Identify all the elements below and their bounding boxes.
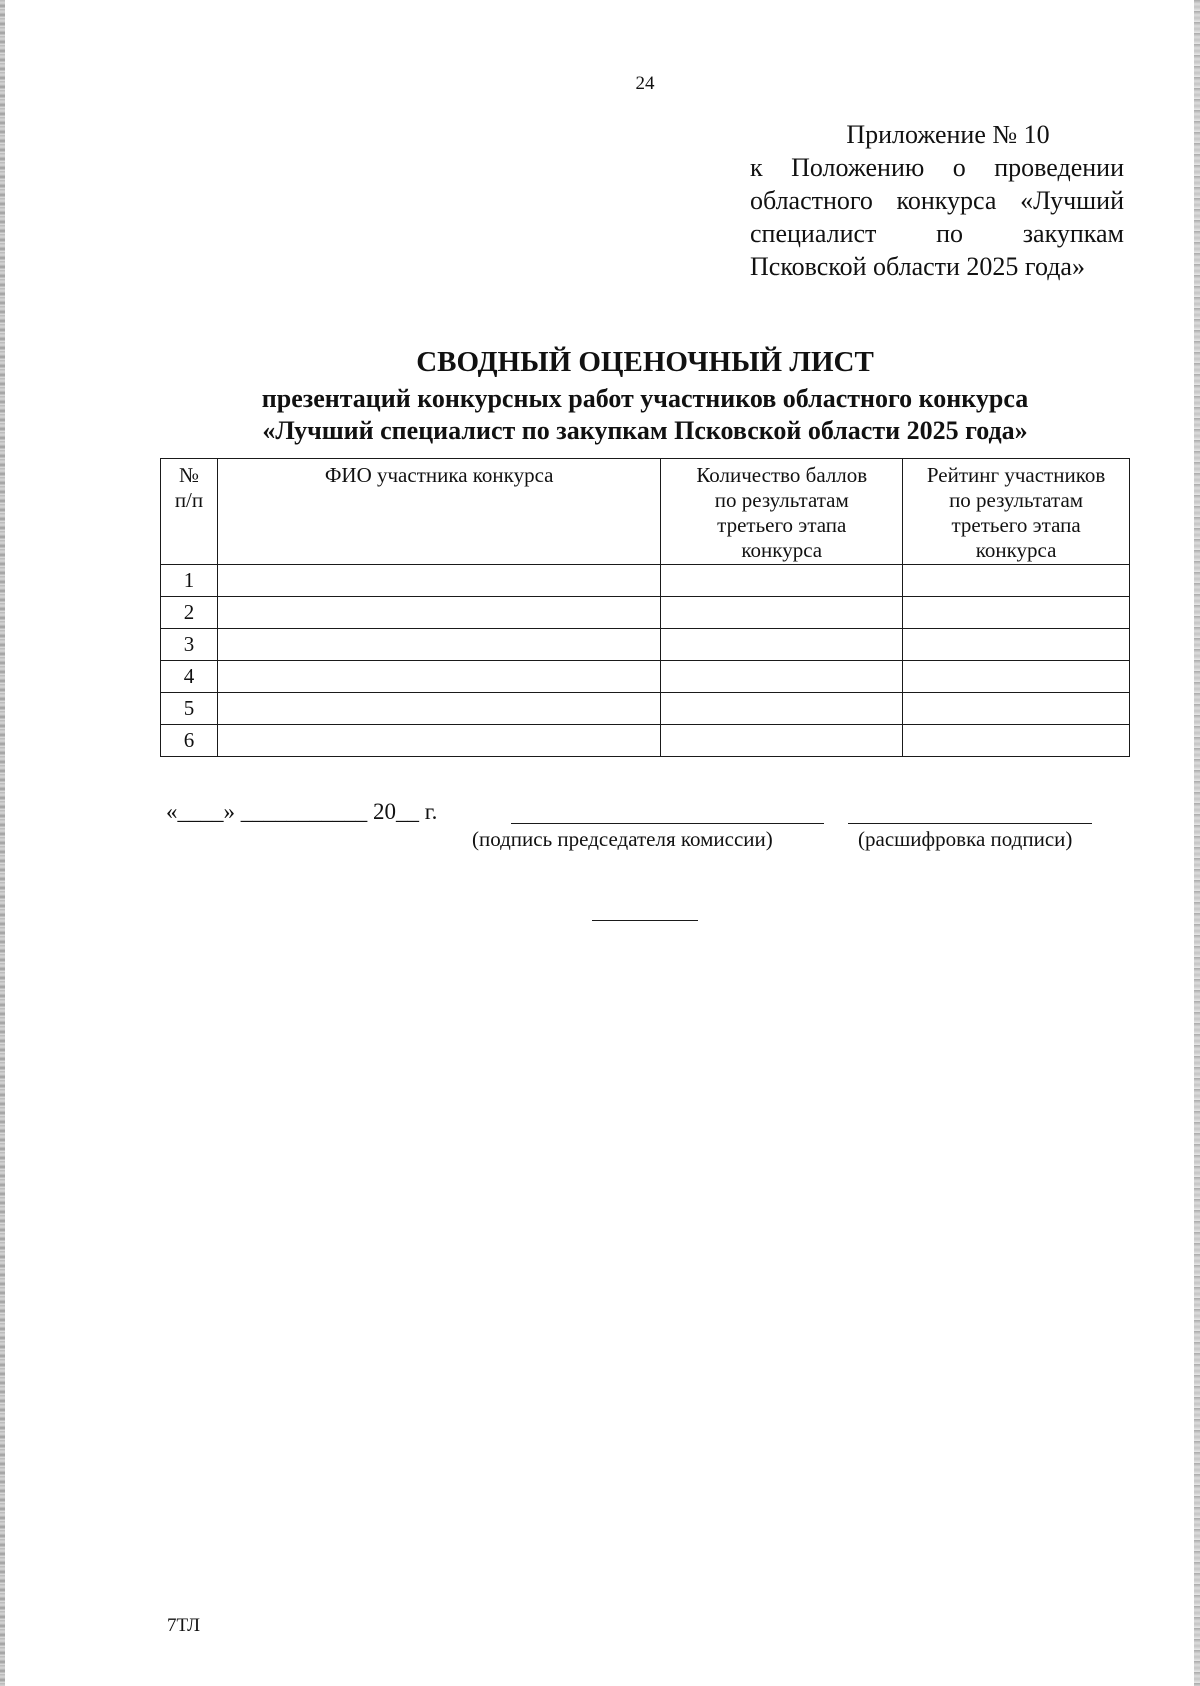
annex-block [750,118,1124,283]
chair-signature-line [511,823,824,824]
participant-name-cell [217,661,660,693]
participant-name-cell [217,597,660,629]
participant-name-cell [217,565,660,597]
header-line: № [178,463,199,487]
score-table [160,458,1130,757]
row-number-cell: 3 [161,629,218,661]
header-line: конкурса [741,538,823,562]
table-row [161,661,1130,693]
row-number-cell: 6 [161,725,218,757]
date-field: «____» ___________ 20__ г. [166,799,438,824]
table-row [161,725,1130,757]
rating-cell [903,725,1130,757]
document-title: СВОДНЫЙ ОЦЕНОЧНЫЙ ЛИСТ [416,346,874,378]
header-participant-name [217,459,660,565]
rating-cell [903,565,1130,597]
end-of-document-dash [592,920,698,921]
participant-name-cell [217,629,660,661]
header-line: третьего этапа [717,513,847,537]
table-row [161,565,1130,597]
table-row [161,693,1130,725]
document-subtitle [0,383,1200,447]
annex-line: специалист по закупкам [750,219,1124,248]
rating-cell [903,661,1130,693]
row-number-cell: 4 [161,661,218,693]
score-cell [661,565,903,597]
table-row [161,597,1130,629]
header-number [161,459,218,565]
signature-decode-caption: (расшифровка подписи) [858,827,1073,851]
header-line: п/п [174,488,204,512]
score-cell [661,661,903,693]
subtitle-line: презентаций конкурсных работ участников областного конкурса [261,384,1029,413]
score-cell [661,693,903,725]
score-cell [661,725,903,757]
rating-cell [903,693,1130,725]
header-line: Количество баллов [696,463,868,487]
row-number-cell: 1 [161,565,218,597]
header-line: Рейтинг участников [926,463,1106,487]
score-cell [661,597,903,629]
header-line: по результатам [714,488,849,512]
subtitle-line: «Лучший специалист по закупкам Псковской области 2025 года» [262,416,1028,445]
page-number: 24 [635,73,655,94]
table-row [161,629,1130,661]
header-rating [903,459,1130,565]
signature-decode-line [848,823,1092,824]
rating-cell [903,629,1130,661]
header-score [661,459,903,565]
table-header-row [161,459,1130,565]
header-line: ФИО участника конкурса [324,463,554,487]
score-cell [661,629,903,661]
footer-code: 7ТЛ [167,1615,201,1636]
header-line: третьего этапа [951,513,1081,537]
row-number-cell: 2 [161,597,218,629]
header-line: конкурса [975,538,1057,562]
rating-cell [903,597,1130,629]
annex-line: к Положению о проведении [750,153,1124,182]
scan-edge-left [0,0,5,1686]
row-number-cell: 5 [161,693,218,725]
participant-name-cell [217,725,660,757]
header-line: по результатам [949,488,1084,512]
scan-edge-right [1194,0,1200,1686]
annex-title: Приложение № 10 [846,120,1050,149]
annex-line: Псковской области 2025 года» [750,252,1085,281]
chair-signature-caption: (подпись председателя комиссии) [472,827,773,851]
participant-name-cell [217,693,660,725]
annex-line: областного конкурса «Лучший [750,186,1124,215]
